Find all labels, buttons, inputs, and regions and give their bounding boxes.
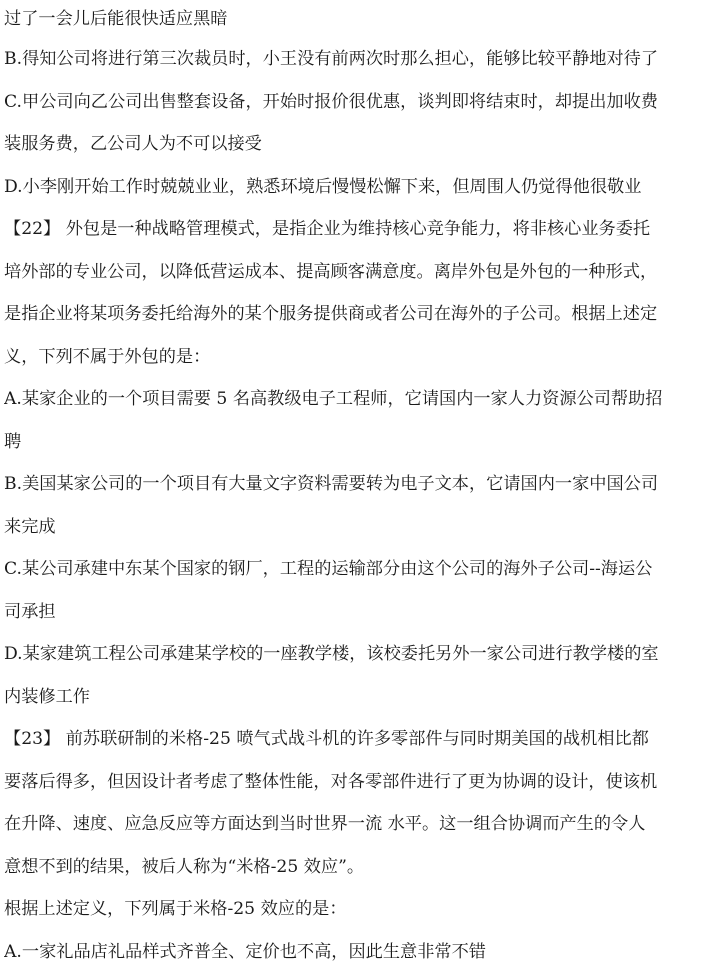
option-line: B.美国某家公司的一个项目有大量文字资料需要转为电子文本，它请国内一家中国公司 [4,463,701,506]
option-line: C.某公司承建中东某个国家的钢厂，工程的运输部分由这个公司的海外子公司--海运公 [4,548,701,591]
text-line: 过了一会儿后能很快适应黑暗 [4,0,701,38]
text-line: 义，下列不属于外包的是： [4,336,701,379]
text-line: B.得知公司将进行第三次裁员时，小王没有前两次时那么担心，能够比较平静地对待了 [4,38,701,81]
option-line: D.某家建筑工程公司承建某学校的一座教学楼，该校委托另外一家公司进行教学楼的室 [4,633,701,676]
text-line: 是指企业将某项务委托给海外的某个服务提供商或者公司在海外的子公司。根据上述定 [4,293,701,336]
text-line: 根据上述定义，下列属于米格-25 效应的是： [4,888,701,931]
text-line: D.小李刚开始工作时兢兢业业，熟悉环境后慢慢松懈下来，但周围人仍觉得他很敬业 [4,166,701,209]
option-line: A.某家企业的一个项目需要 5 名高教级电子工程师，它请国内一家人力资源公司帮助招 [4,378,701,421]
text-line: 聘 [4,421,701,464]
text-line: 培外部的专业公司，以降低营运成本、提高顾客满意度。离岸外包是外包的一种形式， [4,251,701,294]
text-line: 司承担 [4,591,701,634]
question-23-line: 【23】 前苏联研制的米格-25 喷气式战斗机的许多零部件与同时期美国的战机相比都 [4,718,701,761]
text-line: 要落后得多，但因设计者考虑了整体性能，对各零部件进行了更为协调的设计，使该机 [4,761,701,804]
text-line: C.甲公司向乙公司出售整套设备，开始时报价很优惠，谈判即将结束时，却提出加收费 [4,81,701,124]
text-line: 装服务费，乙公司人为不可以接受 [4,123,701,166]
text-line: 在升降、速度、应急反应等方面达到当时世界一流 水平。这一组合协调而产生的令人 [4,803,701,846]
option-line: A.一家礼品店礼品样式齐普全、定价也不高，因此生意非常不错 [4,931,701,973]
document-page [4,0,701,973]
question-22-line: 【22】 外包是一种战略管理模式，是指企业为维持核心竞争能力，将非核心业务委托 [4,208,701,251]
text-line: 内装修工作 [4,676,701,719]
text-line: 意想不到的结果，被后人称为“米格-25 效应”。 [4,846,701,889]
text-line: 来完成 [4,506,701,549]
